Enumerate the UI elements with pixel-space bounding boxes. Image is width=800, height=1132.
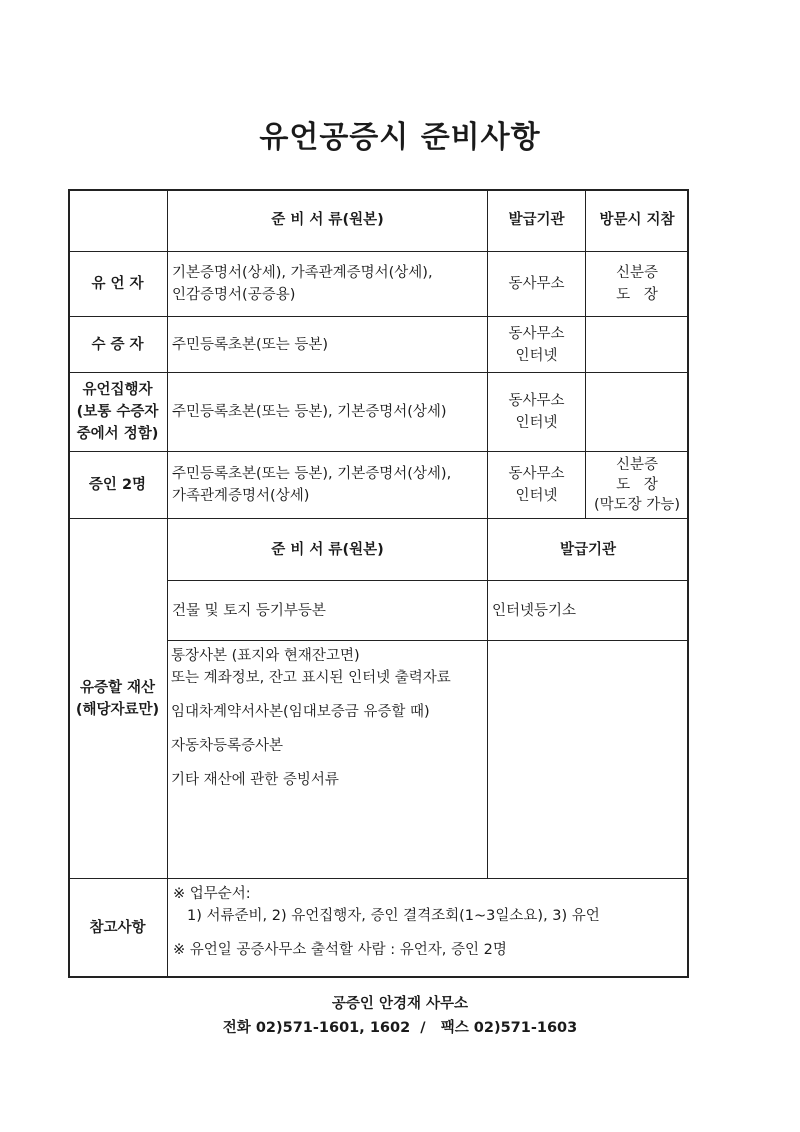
header-empty-cell: [68, 189, 168, 252]
executor-documents: 주민등록초본(또는 등본), 기본증명서(상세): [168, 373, 488, 452]
list-item: 임대차계약서사본(임대보증금 유증할 때): [171, 704, 430, 720]
beneficiary-documents: 주민등록초본(또는 등본): [168, 317, 488, 373]
footer-contact: 전화 02)571-1601, 1602 / 팩스 02)571-1603: [222, 1020, 578, 1036]
beneficiary-issuer: 동사무소 인터넷: [488, 317, 586, 373]
assets-registry-issuer: 인터넷등기소: [488, 581, 689, 641]
executor-issuer: 동사무소 인터넷: [488, 373, 586, 452]
header-issuer: 발급기관: [488, 189, 586, 252]
assets-registry-doc: 건물 및 토지 등기부등본: [168, 581, 488, 641]
header-bring: 방문시 지참: [586, 189, 689, 252]
row-label-testator: 유 언 자: [68, 252, 168, 317]
list-item: 자동차등록증사본: [171, 738, 284, 754]
note-line: ※ 유언일 공증사무소 출석할 사람 : 유언자, 증인 2명: [173, 942, 507, 958]
assets-header-issuer: 발급기관: [488, 519, 689, 581]
list-item: 기타 재산에 관한 증빙서류: [171, 772, 339, 788]
testator-issuer: 동사무소: [488, 252, 586, 317]
assets-header-documents: 준 비 서 류(원본): [168, 519, 488, 581]
row-label-executor: 유언집행자 (보통 수증자 중에서 정함): [68, 373, 168, 452]
notes-content: [168, 879, 689, 978]
witnesses-issuer: 동사무소 인터넷: [488, 452, 586, 519]
testator-bring: 신분증 도 장: [586, 252, 689, 317]
list-item: 또는 계좌정보, 잔고 표시된 인터넷 출력자료: [171, 670, 451, 686]
row-label-beneficiary: 수 증 자: [68, 317, 168, 373]
beneficiary-bring: [586, 317, 689, 373]
row-label-assets: 유증할 재산 (해당자료만): [68, 519, 168, 879]
row-label-witnesses: 증인 2명: [68, 452, 168, 519]
note-line: 1) 서류준비, 2) 유언집행자, 증인 결격조회(1~3일소요), 3) 유언: [187, 908, 600, 924]
assets-items-list: [168, 641, 488, 879]
assets-items-issuer: [488, 641, 689, 879]
witnesses-bring: 신분증 도 장 (막도장 가능): [586, 452, 689, 519]
page-title: 유언공증시 준비사항: [259, 120, 541, 155]
note-line: ※ 업무순서:: [173, 886, 251, 902]
witnesses-documents: 주민등록초본(또는 등본), 기본증명서(상세), 가족관계증명서(상세): [168, 452, 488, 519]
footer-office: 공증인 안경재 사무소: [331, 996, 469, 1012]
list-item: 통장사본 (표지와 현재잔고면): [171, 648, 360, 664]
row-label-notes: 참고사항: [68, 879, 168, 978]
executor-bring: [586, 373, 689, 452]
testator-documents: 기본증명서(상세), 가족관계증명서(상세), 인감증명서(공증용): [168, 252, 488, 317]
header-documents: 준 비 서 류(원본): [168, 189, 488, 252]
